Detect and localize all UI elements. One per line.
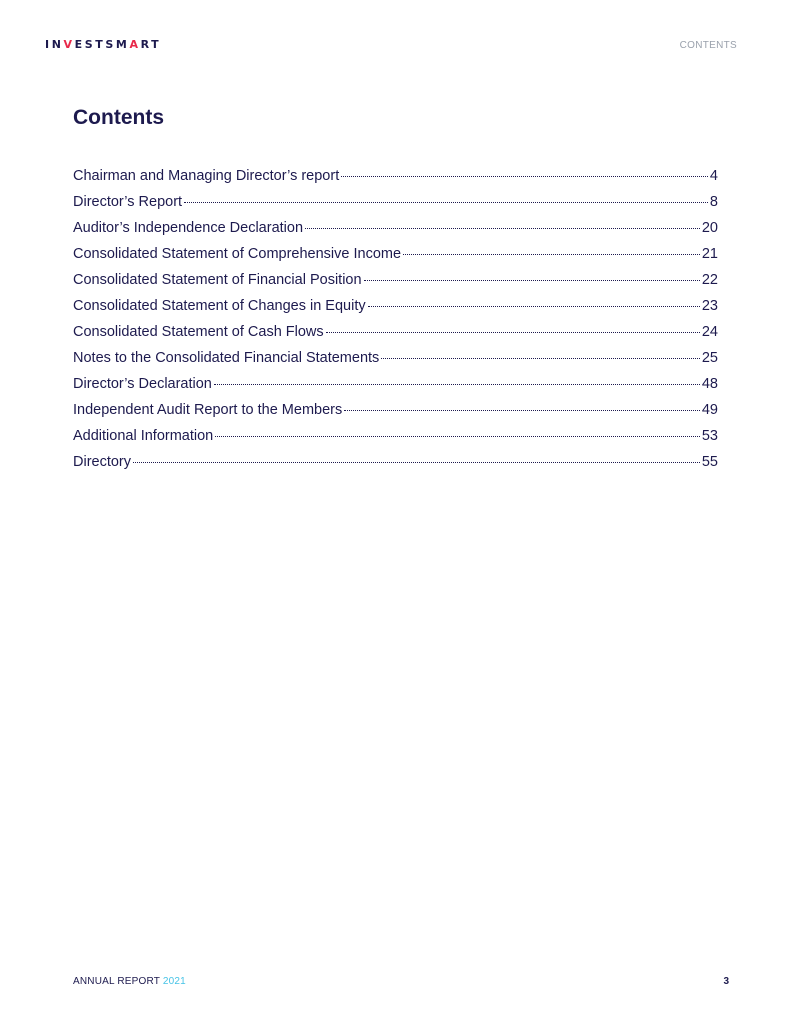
- toc-item-page: 4: [709, 168, 718, 184]
- footer-year: 2021: [162, 976, 186, 987]
- toc-item-page: 23: [701, 298, 718, 314]
- toc-item-page: 53: [701, 428, 718, 444]
- toc-dot-leader: [305, 228, 700, 229]
- toc-dot-leader: [214, 384, 700, 385]
- toc-item-page: 24: [701, 324, 718, 340]
- toc-item[interactable]: [73, 272, 718, 298]
- toc-item-page: 21: [701, 246, 718, 262]
- toc-item[interactable]: [73, 350, 718, 376]
- toc-item[interactable]: [73, 168, 718, 194]
- toc-dot-leader: [364, 280, 700, 281]
- toc-item-page: 22: [701, 272, 718, 288]
- toc-item[interactable]: [73, 194, 718, 220]
- toc-item-title: Consolidated Statement of Changes in Equity: [73, 298, 366, 314]
- toc-item-title: Consolidated Statement of Comprehensive Income: [73, 246, 402, 262]
- toc-item[interactable]: [73, 454, 718, 480]
- toc-item-title: Consolidated Statement of Financial Position: [73, 272, 362, 288]
- toc-item[interactable]: [73, 376, 718, 402]
- toc-dot-leader: [215, 436, 700, 437]
- toc-item-page: 48: [701, 376, 718, 392]
- toc-item-page: 49: [701, 402, 718, 418]
- toc-dot-leader: [341, 176, 708, 177]
- footer-report-label: [73, 976, 186, 988]
- toc-item-title: Independent Audit Report to the Members: [73, 402, 343, 418]
- toc-dot-leader: [133, 462, 700, 463]
- toc-item[interactable]: [73, 428, 718, 454]
- logo-accent-v: V: [63, 38, 75, 51]
- toc-dot-leader: [381, 358, 700, 359]
- page-title: Contents: [73, 106, 164, 129]
- toc-item[interactable]: [73, 298, 718, 324]
- toc-item-page: 8: [709, 194, 718, 210]
- footer-label-text: ANNUAL REPORT: [73, 976, 160, 987]
- investsmart-logo: [45, 38, 161, 52]
- toc-item-title: Consolidated Statement of Cash Flows: [73, 324, 324, 340]
- logo-text-part1: IN: [45, 38, 64, 51]
- toc-item[interactable]: [73, 324, 718, 350]
- toc-item[interactable]: [73, 402, 718, 428]
- header-section-label: CONTENTS: [679, 40, 737, 51]
- logo-accent-a: A: [129, 38, 141, 51]
- page-number: 3: [723, 976, 729, 987]
- toc-dot-leader: [403, 254, 700, 255]
- toc-dot-leader: [344, 410, 700, 411]
- logo-text-part2: ESTSM: [74, 38, 130, 51]
- toc-dot-leader: [326, 332, 700, 333]
- toc-item-page: 55: [701, 454, 718, 470]
- toc-item-title: Director’s Report: [73, 194, 183, 210]
- logo-text-part3: RT: [140, 38, 162, 51]
- toc-item[interactable]: [73, 220, 718, 246]
- toc-dot-leader: [368, 306, 700, 307]
- toc-item-title: Director’s Declaration: [73, 376, 212, 392]
- toc-item-title: Directory: [73, 454, 132, 470]
- toc-dot-leader: [184, 202, 708, 203]
- toc-item-page: 25: [701, 350, 718, 366]
- table-of-contents: [73, 168, 718, 480]
- toc-item-title: Notes to the Consolidated Financial Statements: [73, 350, 380, 366]
- toc-item-title: Chairman and Managing Director’s report: [73, 168, 340, 184]
- toc-item-title: Auditor’s Independence Declaration: [73, 220, 304, 236]
- toc-item[interactable]: [73, 246, 718, 272]
- toc-item-title: Additional Information: [73, 428, 214, 444]
- toc-item-page: 20: [701, 220, 718, 236]
